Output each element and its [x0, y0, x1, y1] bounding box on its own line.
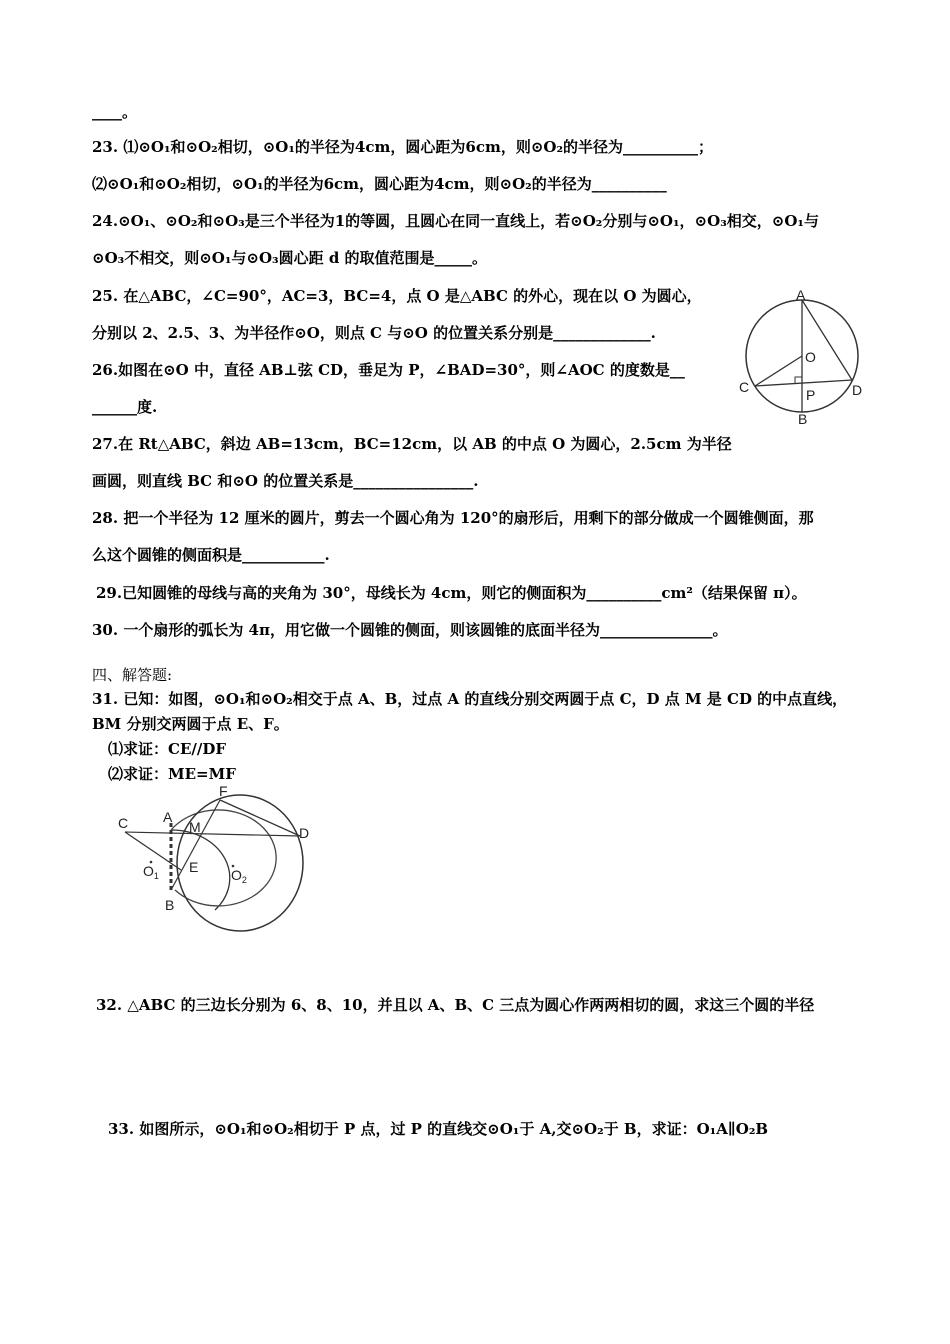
question-31-part1: ⑴求证：CE//DF — [108, 740, 226, 758]
question-30: 30. 一个扇形的弧长为 4π，用它做一个圆锥的侧面，则该圆锥的底面半径为_______________。 — [92, 621, 728, 639]
label-o1: $O_1$ — [143, 863, 159, 881]
question-24: 24.⊙O₁、⊙O₂和⊙O₃是三个半径为1的等圆，且圆心在同一直线上，若⊙O₂分别与⊙O₁，⊙O₃相交，⊙O₁与 — [92, 212, 819, 230]
question-27-cont: 画圆，则直线 BC 和⊙O 的位置关系是________________. — [92, 472, 479, 490]
label-o2: $O_2$ — [231, 867, 247, 885]
question-23-part2: ⑵⊙O₁和⊙O₂相切，⊙O₁的半径为6cm，圆心距为4cm，则⊙O₂的半径为__________ — [92, 175, 667, 193]
label-m: M — [189, 819, 201, 835]
question-23-part1: 23. ⑴⊙O₁和⊙O₂相切，⊙O₁的半径为4cm，圆心距为6cm，则⊙O₂的半径为__________； — [92, 138, 714, 156]
question-31: 31. 已知：如图，⊙O₁和⊙O₂相交于点 A、B，过点 A 的直线分别交两圆于点 C，D 点 M 是 CD 的中点直线， — [92, 690, 848, 708]
question-32: 32. △ABC 的三边长分别为 6、8、10，并且以 A、B、C 三点为圆心作两两相切的圆，求这三个圆的半径 — [96, 996, 815, 1014]
two-circles-diagram — [105, 780, 320, 935]
question-26-cont: ______度. — [92, 398, 158, 416]
label-d: D — [852, 382, 863, 398]
label-f: F — [219, 783, 228, 799]
label-c: C — [739, 379, 750, 395]
question-24-cont: ⊙O₃不相交，则⊙O₁与⊙O₃圆心距 d 的取值范围是_____。 — [92, 249, 488, 267]
section-heading: 四、解答题: — [92, 666, 173, 684]
label-b: B — [798, 411, 808, 427]
chord-cd — [755, 380, 852, 386]
label-a: A — [163, 809, 173, 825]
question-25-cont: 分别以 2、2.5、3、为半径作⊙O，则点 C 与⊙O 的位置关系分别是_____________. — [92, 324, 656, 342]
label-c: C — [118, 815, 129, 831]
circle-diagram-1 — [730, 288, 870, 436]
question-25: 25. 在△ABC，∠C=90°，AC=3，BC=4，点 O 是△ABC 的外心，现在以 O 为圆心， — [92, 287, 702, 305]
question-29: 29.已知圆锥的母线与高的夹角为 30°，母线长为 4cm，则它的侧面积为__________cm²（结果保留 π）。 — [96, 584, 807, 602]
question-28: 28. 把一个半径为 12 厘米的圆片，剪去一个圆心角为 120°的扇形后，用剩下的部分做成一个圆锥侧面，那 — [92, 509, 814, 527]
label-e: E — [189, 859, 199, 875]
label-p: P — [806, 387, 816, 403]
segment-ad — [802, 300, 852, 380]
question-31-cont: BM 分别交两圆于点 E、F。 — [92, 715, 289, 733]
label-a: A — [796, 288, 806, 303]
question-26: 26.如图在⊙O 中，直径 AB⊥弦 CD，垂足为 P，∠BAD=30°，则∠AOC 的度数是__ — [92, 361, 685, 379]
question-27: 27.在 Rt△ABC，斜边 AB=13cm，BC=12cm，以 AB 的中点 O 为圆心，2.5cm 为半径 — [92, 435, 732, 453]
line-cd — [125, 832, 300, 836]
label-o: O — [805, 349, 816, 365]
question-33: 33. 如图所示，⊙O₁和⊙O₂相切于 P 点，过 P 的直线交⊙O₁于 A,交⊙O₂于 B，求证：O₁A∥O₂B — [108, 1120, 769, 1138]
question-31-part2: ⑵求证：ME=MF — [108, 765, 236, 783]
question-28-cont: 么这个圆锥的侧面积是___________. — [92, 546, 330, 564]
label-b: B — [165, 897, 175, 913]
label-d: D — [299, 825, 310, 841]
right-angle-mark — [795, 377, 802, 383]
circle-o1-arc — [171, 810, 276, 906]
text-line: ____。 — [92, 103, 138, 121]
